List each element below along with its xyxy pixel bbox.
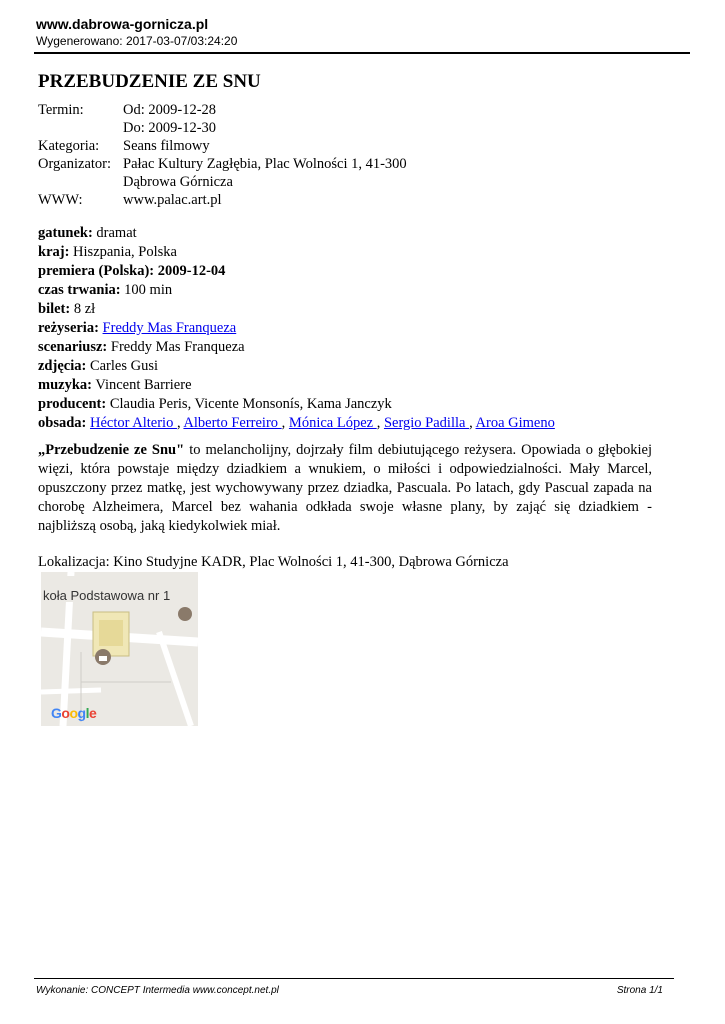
muzyka-value: Vincent Barriere [95,377,192,393]
termin-to: Do: 2009-12-30 [123,120,217,136]
bilet-value: 8 zł [73,301,96,317]
meta-row-www [38,191,423,209]
detail-kraj [38,243,555,262]
detail-scenariusz [38,338,555,357]
detail-rezyseria [38,319,555,338]
kategoria-value: Seans filmowy [123,138,210,154]
event-meta [38,101,423,209]
premiera-value: 2009-12-04 [157,263,226,279]
www-value: www.palac.art.pl [123,192,222,208]
film-details [38,224,555,433]
location-line: Lokalizacja: Kino Studyjne KADR, Plac Wolności 1, 41-300, Dąbrowa Górnicza [38,554,509,570]
czas-value: 100 min [124,282,173,298]
generated-timestamp: Wygenerowano: 2017-03-07/03:24:20 [36,34,238,48]
description-text: to melancholijny, dojrzały film debiutującego reżysera. Opowiada o głębokiej więzi, która powstaje między dziadkiem a wnukiem, o miłości i odpowiedzialności. Mały Marcel, opuszczony przez matkę, jest wychowywany przez dziadka, Pascuala. Po latach, gdy Pascual zapada na chorobę Alzheimera, Marcel bez wahania odkłada swoje własne plany, by zająć się dziadkiem - najbliższą osobą, jaką kiedykolwiek miał. [38,442,652,534]
meta-row-kategoria [38,137,423,155]
detail-gatunek [38,224,555,243]
kraj-label: kraj: [38,244,70,260]
kategoria-label: Kategoria: [38,138,100,154]
scenariusz-value: Freddy Mas Franqueza [110,339,245,355]
gatunek-label: gatunek: [38,225,93,241]
location-map[interactable] [41,572,198,726]
obsada-label: obsada: [38,415,87,431]
cast-link-aroa-gimeno[interactable]: Aroa Gimeno [475,415,555,431]
detail-zdjecia [38,357,555,376]
kraj-value: Hiszpania, Polska [73,244,177,260]
detail-bilet [38,300,555,319]
google-logo: Google [51,705,97,721]
detail-obsada: obsada: Héctor Alterio , Alberto Ferreiro , Mónica López , Sergio Padilla , Aroa Gimeno [38,415,555,431]
detail-producent [38,395,555,414]
footer-rule [34,978,674,979]
gatunek-value: dramat [96,225,137,241]
czas-label: czas trwania: [38,282,121,298]
page-number: Strona 1/1 [616,985,663,996]
organizator-value: Pałac Kultury Zagłębia, Plac Wolności 1, 41-300 Dąbrowa Górnicza [123,156,407,190]
zdjecia-value: Carles Gusi [89,358,158,374]
cast-link-sergio-padilla[interactable]: Sergio Padilla [383,415,470,431]
map-school-label: koła Podstawowa nr 1 [43,588,171,603]
producent-value: Claudia Peris, Vicente Monsonís, Kama Janczyk [109,396,392,412]
header-rule [34,52,690,54]
www-label: WWW: [38,192,83,208]
rezyseria-link[interactable]: Freddy Mas Franqueza [102,320,237,336]
premiera-label: premiera (Polska): [38,263,155,279]
organizator-label: Organizator: [38,156,112,172]
producent-label: producent: [38,396,107,412]
meta-row-organizator [38,155,423,191]
zdjecia-label: zdjęcia: [38,358,87,374]
termin-from: Od: 2009-12-28 [123,102,217,118]
description-lead: „Przebudzenie ze Snu" [38,442,185,458]
page-title: PRZEBUDZENIE ZE SNU [38,71,261,92]
cast-link-monica-lopez[interactable]: Mónica López [288,415,377,431]
termin-label: Termin: [38,102,84,118]
cast-link-hector-alterio[interactable]: Héctor Alterio [89,415,177,431]
termin-value [123,101,423,137]
detail-czas [38,281,555,300]
footer-credit: Wykonanie: CONCEPT Intermedia www.concept.net.pl [36,985,279,996]
muzyka-label: muzyka: [38,377,92,393]
bilet-label: bilet: [38,301,71,317]
detail-muzyka [38,376,555,395]
scenariusz-label: scenariusz: [38,339,108,355]
site-url: www.dabrowa-gornicza.pl [36,16,209,32]
meta-row-termin [38,101,423,137]
film-description [38,441,652,536]
rezyseria-label: reżyseria: [38,320,99,336]
cast-link-alberto-ferreiro[interactable]: Alberto Ferreiro [183,415,282,431]
detail-premiera [38,262,555,281]
